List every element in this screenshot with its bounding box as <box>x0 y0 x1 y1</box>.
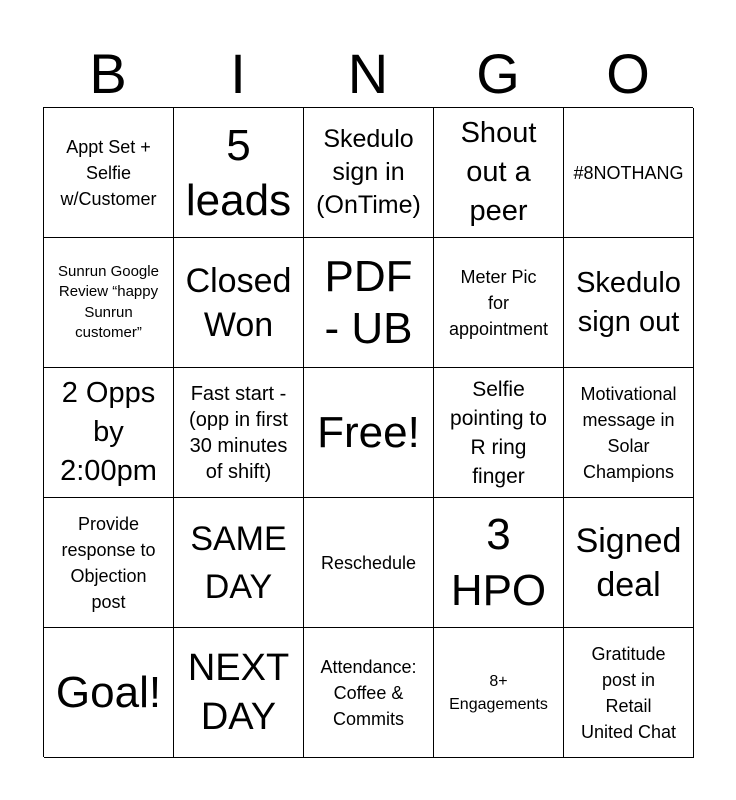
bingo-board <box>43 107 693 757</box>
cell-text: NEXT DAY <box>187 646 290 738</box>
bingo-cell-r1-c3[interactable] <box>304 108 434 238</box>
bingo-cell-r4-c3[interactable] <box>304 498 434 628</box>
bingo-cell-r1-c1[interactable] <box>44 108 174 238</box>
header-letter-i: I <box>230 42 246 105</box>
cell-text: Closed Won <box>185 261 292 344</box>
bingo-cell-r1-c2[interactable] <box>174 108 304 238</box>
cell-text: Signed deal <box>575 521 682 604</box>
bingo-cell-r3-c3[interactable] <box>304 368 434 498</box>
cell-text: Sunrun Google Review “happy Sunrun customer” <box>58 262 159 341</box>
cell-text: Free! <box>317 407 420 457</box>
cell-text: 8+ Engagements <box>449 672 548 713</box>
cell-text: Shout out a peer <box>460 117 537 227</box>
bingo-cell-r2-c3[interactable] <box>304 238 434 368</box>
header-letter-b: B <box>89 42 127 105</box>
cell-text: 3 HPO <box>450 509 547 615</box>
cell-text: 5 leads <box>185 120 292 225</box>
cell-text: Appt Set + Selfie w/Customer <box>60 136 157 209</box>
bingo-cell-r1-c4[interactable] <box>434 108 564 238</box>
bingo-cell-r4-c4[interactable] <box>434 498 564 628</box>
bingo-cell-r3-c2[interactable] <box>174 368 304 498</box>
cell-text: Motivational message in Solar Champions <box>580 383 677 482</box>
cell-text: #8NOTHANG <box>573 162 684 183</box>
bingo-cell-r2-c1[interactable] <box>44 238 174 368</box>
cell-text: Selfie pointing to R ring finger <box>450 377 547 488</box>
cell-text: Provide response to Objection post <box>61 513 156 612</box>
cell-text: Gratitude post in Retail United Chat <box>580 643 677 742</box>
bingo-cell-r2-c4[interactable] <box>434 238 564 368</box>
bingo-cell-r5-c5[interactable] <box>564 628 694 758</box>
cell-text: Meter Pic for appointment <box>448 266 549 339</box>
bingo-cell-r5-c2[interactable] <box>174 628 304 758</box>
bingo-cell-r5-c1[interactable] <box>44 628 174 758</box>
cell-text: PDF - UB <box>324 251 413 353</box>
cell-text: SAME DAY <box>190 519 287 606</box>
bingo-cell-r4-c1[interactable] <box>44 498 174 628</box>
bingo-header <box>43 40 693 108</box>
cell-text: Attendance: Coffee & Commits <box>320 656 417 729</box>
header-letter-g: G <box>476 42 520 105</box>
bingo-cell-r2-c5[interactable] <box>564 238 694 368</box>
bingo-cell-r3-c1[interactable] <box>44 368 174 498</box>
bingo-cell-r4-c2[interactable] <box>174 498 304 628</box>
cell-text: Goal! <box>55 667 162 717</box>
header-letter-o: O <box>606 42 650 105</box>
bingo-cell-r3-c4[interactable] <box>434 368 564 498</box>
cell-text: Fast start - (opp in first 30 minutes of shift) <box>189 382 288 483</box>
cell-text: 2 Opps by 2:00pm <box>60 377 157 487</box>
cell-text: Skedulo sign out <box>576 266 681 338</box>
bingo-cell-r1-c5[interactable] <box>564 108 694 238</box>
cell-text: Skedulo sign in (OnTime) <box>316 125 421 219</box>
cell-text: Reschedule <box>320 552 417 573</box>
bingo-cell-r4-c5[interactable] <box>564 498 694 628</box>
bingo-cell-r5-c4[interactable] <box>434 628 564 758</box>
bingo-cell-r2-c2[interactable] <box>174 238 304 368</box>
bingo-cell-r5-c3[interactable] <box>304 628 434 758</box>
bingo-cell-r3-c5[interactable] <box>564 368 694 498</box>
header-letter-n: N <box>347 42 389 105</box>
